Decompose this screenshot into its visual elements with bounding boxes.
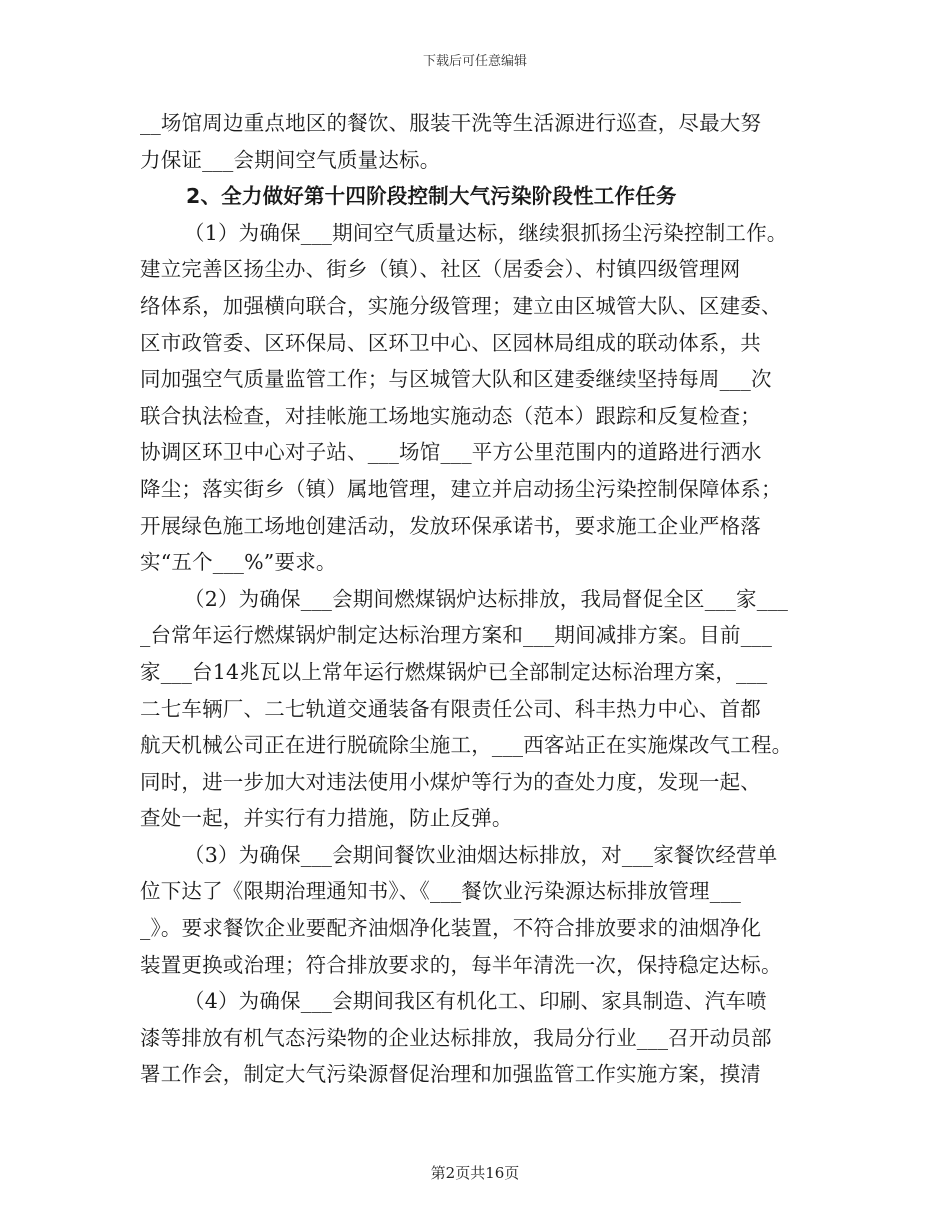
page-number-footer: 第2页共16页 <box>430 1164 520 1182</box>
paragraph-start: （1）为确保___期间空气质量达标，继续狠抓扬尘污染控制工作。 <box>184 220 788 245</box>
text-line: _台常年运行燃煤锅炉制定达标治理方案和___期间减排方案。目前___ <box>140 623 773 648</box>
paragraph-start: （4）为确保___会期间我区有机化工、印刷、家具制造、汽车喷 <box>184 989 767 1014</box>
text-line: 络体系，加强横向联合，实施分级管理；建立由区城管大队、区建委、 <box>140 293 782 318</box>
text-line: 协调区环卫中心对子站、___场馆___平方公里范围内的道路进行洒水 <box>140 440 762 465</box>
text-line: 查处一起，并实行有力措施，防止反弹。 <box>140 806 513 831</box>
text-line: 区市政管委、区环保局、区环卫中心、区园林局组成的联动体系，共 <box>140 330 761 355</box>
document-body <box>140 105 810 1093</box>
text-line: 漆等排放有机气态污染物的企业达标排放，我局分行业___召开动员部 <box>140 1025 772 1050</box>
text-line: 力保证___会期间空气质量达标。 <box>140 147 441 172</box>
text-line: 开展绿色施工场地创建活动，发放环保承诺书，要求施工企业严格落 <box>140 513 761 538</box>
text-line: 二七车辆厂、二七轨道交通装备有限责任公司、科丰热力中心、首都 <box>140 696 761 721</box>
paragraph-start: （2）为确保___会期间燃煤锅炉达标排放，我局督促全区___家___ <box>184 586 789 611</box>
page-header: 下载后可任意编辑 <box>422 54 527 69</box>
text-line: 装置更换或治理；符合排放要求的，每半年清洗一次，保持稳定达标。 <box>140 952 782 977</box>
text-line: 同加强空气质量监管工作；与区城管大队和区建委继续坚持每周___次 <box>140 367 772 392</box>
text-line: 建立完善区扬尘办、街乡（镇）、社区（居委会）、村镇四级管理网 <box>140 257 741 282</box>
text-line: 同时，进一步加大对违法使用小煤炉等行为的查处力度，发现一起、 <box>140 769 761 794</box>
text-line: _》。要求餐饮企业要配齐油烟净化装置，不符合排放要求的油烟净化 <box>140 916 762 941</box>
text-line: 家___台14兆瓦以上常年运行燃煤锅炉已全部制定达标治理方案，___ <box>140 659 768 684</box>
text-line: __场馆周边重点地区的餐饮、服装干洗等生活源进行巡查，尽最大努 <box>140 111 762 135</box>
paragraph-start: （3）为确保___会期间餐饮业油烟达标排放，对___家餐饮经营单 <box>184 842 778 867</box>
text-line: 航天机械公司正在进行脱硫除尘施工，___西客站正在实施煤改气工程。 <box>140 733 793 758</box>
text-line: 实“五个___%”要求。 <box>140 550 337 575</box>
text-line: 降尘；落实街乡（镇）属地管理，建立并启动扬尘污染控制保障体系； <box>140 476 782 501</box>
text-line: 位下达了《限期治理通知书》、《___餐饮业污染源达标排放管理___ <box>140 879 742 904</box>
text-line: 署工作会，制定大气污染源督促治理和加强监管工作实施方案，摸清 <box>140 1062 761 1087</box>
text-line: 联合执法检查，对挂帐施工场地实施动态（范本）跟踪和反复检查； <box>140 403 761 428</box>
section-heading: 2、全力做好第十四阶段控制大气污染阶段性工作任务 <box>186 184 677 209</box>
